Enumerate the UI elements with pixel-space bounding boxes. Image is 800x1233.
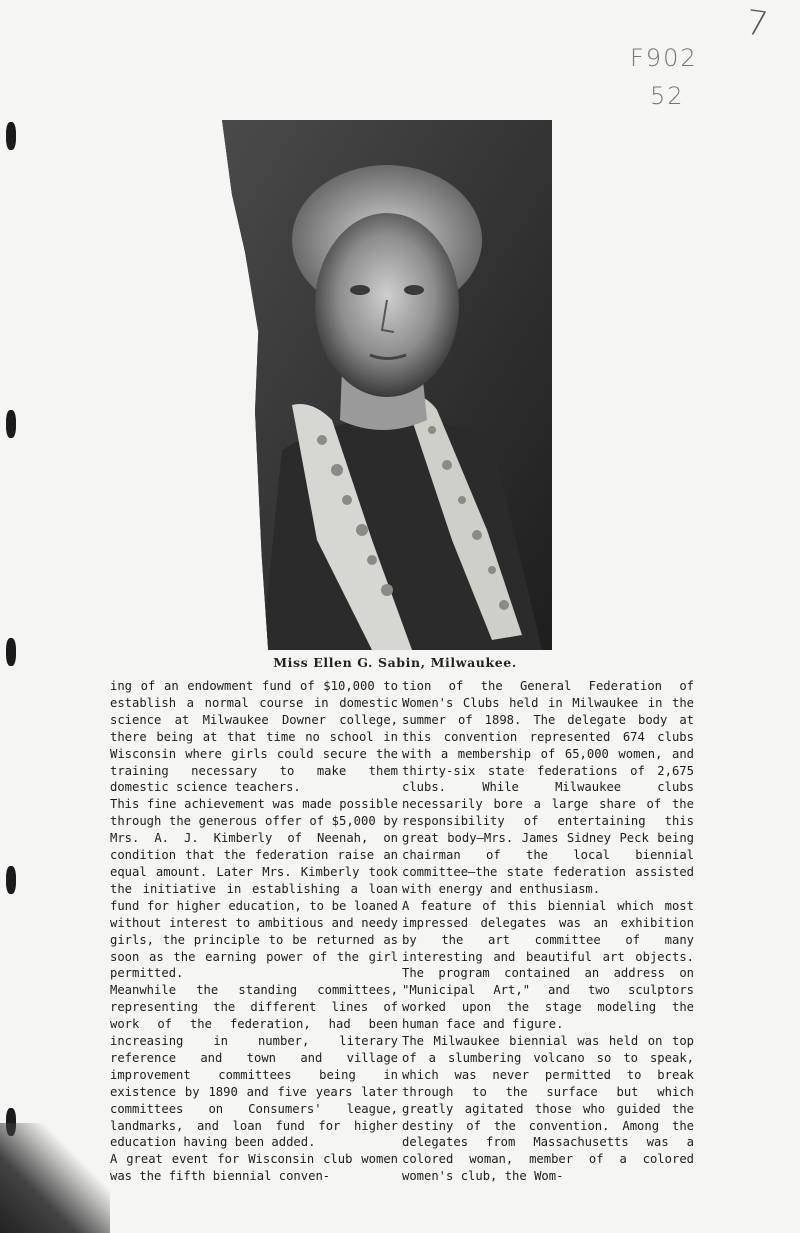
article-paragraph: The Milwaukee biennial was held on top of a slumbering volcano so to speak, which was never permitted to break through to the surface but which greatly agitated those who guided the destiny of the convention. Among the delegates from Massachusetts was a colored woman, member of a colored women's club, the Wom- (402, 1034, 694, 1184)
binding-hole (6, 410, 16, 438)
article-column-left (110, 678, 398, 1185)
handwritten-page-number: 7 (743, 2, 771, 46)
article-paragraph: A great event for Wisconsin club women was the fifth biennial conven- (110, 1152, 398, 1184)
handwritten-catalog-sub: 52 (650, 82, 685, 110)
binding-hole (6, 866, 16, 894)
photo-caption: Miss Ellen G. Sabin, Milwaukee. (273, 655, 517, 670)
article-paragraph: tion of the General Federation of Women's Clubs held in Milwaukee in the summer of 1898. The delegate body at this convention represented 674 clubs with a membership of 65,000 women, and thirty-six state federations of 2,675 clubs. While Milwaukee clubs necessarily bore a large share of the responsibility of entertaining this great body—Mrs. James Sidney Peck being chairman of the local biennial committee—the state federation assisted with energy and enthusiasm. (402, 679, 694, 896)
article-paragraph: A feature of this biennial which most impressed delegates was an exhibition by the art committee of many interesting and beautiful art objects. The program contained an address on "Municipal Art," and two sculptors worked upon the stage modeling the human face and figure. (402, 898, 694, 1032)
portrait-photo (222, 120, 552, 650)
handwritten-catalog-code: F902 (630, 44, 698, 72)
binding-hole (6, 122, 16, 150)
article-paragraph: This fine achievement was made possible through the generous offer of $5,000 by Mrs. A. J. Kimberly of Neenah, on condition that the federation raise an equal amount. Later Mrs. Kimberly took the initiative in establishing a loan fund for higher education, to be loaned without interest to ambitious and needy girls, the principle to be returned as soon as the earning power of the girl permitted. (110, 797, 398, 981)
article-paragraph: Meanwhile the standing committees, representing the different lines of work of the federation, had been increasing in number, literary reference and town and village improvement committees being in existence by 1890 and five years later committees on Consumers' league, landmarks, and loan fund for higher education having been added. (110, 983, 398, 1150)
binding-hole (6, 638, 16, 666)
portrait-image (222, 120, 552, 650)
scan-shadow (0, 1123, 110, 1233)
article-column-right (402, 678, 694, 1185)
article-paragraph: ing of an endowment fund of $10,000 to establish a normal course in domestic science at Milwaukee Downer college, there being at that time no school in Wisconsin where girls could secure the training necessary to make them domestic science teachers. (110, 679, 398, 795)
